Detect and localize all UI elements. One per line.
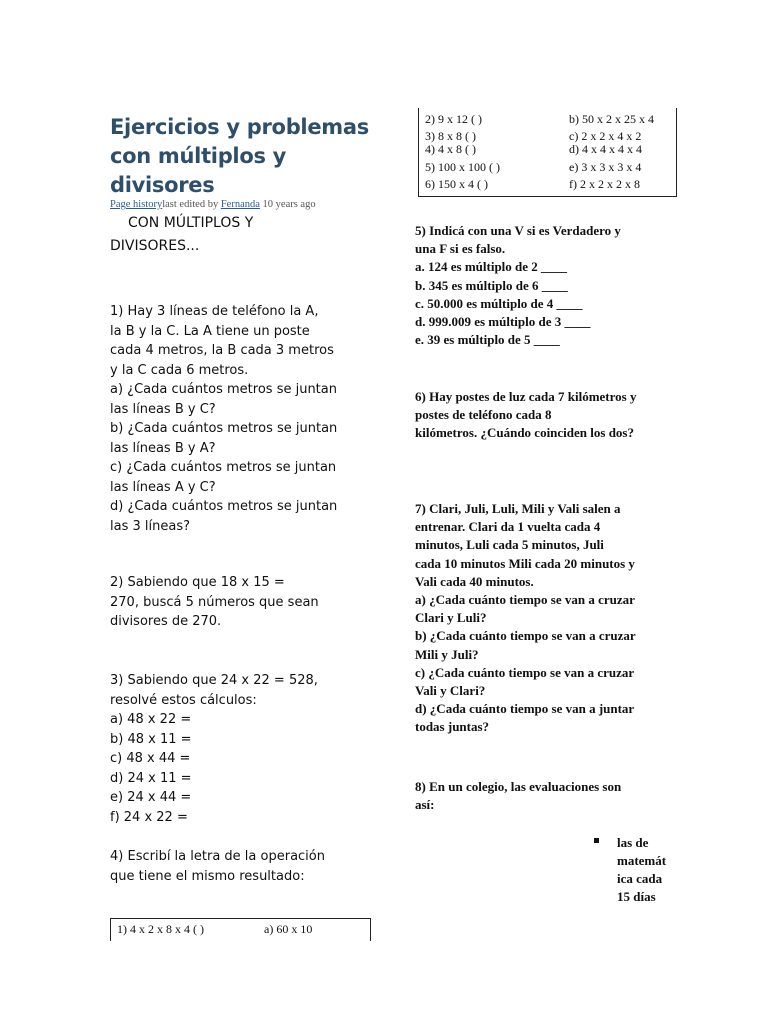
text-line: la B y la C. La A tiene un poste <box>110 323 310 339</box>
problem-5 <box>415 222 677 349</box>
text-line: c) ¿Cada cuántos metros se juntan <box>110 460 337 475</box>
text-line: c) ¿Cada cuánto tiempo se van a cruzar <box>415 664 635 680</box>
text-line: minutos, Luli cada 5 minutos, Juli <box>415 537 604 553</box>
subtitle <box>128 212 390 234</box>
text-line: entrenar. Clari da 1 vuelta cada 4 <box>415 519 601 535</box>
author-link[interactable]: Fernanda <box>220 199 260 210</box>
text-line: 8) En un colegio, las evaluaciones son <box>415 779 622 794</box>
problem-2 <box>110 573 372 632</box>
text-line: e. 39 es múltiplo de 5 ____ <box>415 332 560 348</box>
edited-label: last edited by <box>162 199 221 210</box>
text-line: 1) Hay 3 líneas de teléfono la A, <box>110 304 319 319</box>
text-line: 2) Sabiendo que 18 x 15 = <box>110 575 285 590</box>
text-line: Mili y Juli? <box>415 646 479 662</box>
text-line: las de <box>617 835 649 850</box>
edited-ago: 10 years ago <box>259 199 316 210</box>
table-row <box>419 141 676 157</box>
table-cell: 5) 100 x 100 ( ) <box>425 160 500 174</box>
text-line: a) ¿Cada cuánto tiempo se van a cruzar <box>415 592 635 608</box>
table-row <box>419 176 676 193</box>
text-line: las 3 líneas? <box>110 518 190 534</box>
table-cell: 3) 8 x 8 ( ) <box>425 129 476 143</box>
table-cell: 2) 9 x 12 ( ) <box>425 112 482 126</box>
text-line: ica cada <box>617 871 663 886</box>
text-line: cada 4 metros, la B cada 3 metros <box>110 343 334 358</box>
text-line: d. 999.009 es múltiplo de 3 ____ <box>415 314 591 330</box>
table-cell: 6) 150 x 4 ( ) <box>425 177 488 191</box>
text-line: c) 48 x 44 = <box>110 751 191 766</box>
text-line: a) 48 x 22 = <box>110 712 192 727</box>
text-line: 6) Hay postes de luz cada 7 kilómetros y <box>415 389 637 404</box>
text-line: divisores de 270. <box>110 614 222 629</box>
text-line: 5) Indicá con una V si es Verdadero y <box>415 223 621 238</box>
table-cell: f) 2 x 2 x 2 x 8 <box>569 177 640 191</box>
title-line: divisores <box>110 173 215 197</box>
text-line: 15 días <box>617 889 656 904</box>
bullet-icon <box>594 838 599 843</box>
problem-6 <box>415 388 677 443</box>
page-history-link[interactable]: Page history <box>110 199 163 210</box>
problem-1 <box>110 302 372 536</box>
table-row <box>419 111 676 128</box>
problem-4 <box>110 847 372 886</box>
text-line: c. 50.000 es múltiplo de 4 ____ <box>415 295 583 311</box>
text-line: b) ¿Cada cuánto tiempo se van a cruzar <box>415 628 636 644</box>
table-cell: c) 2 x 2 x 4 x 2 <box>569 129 642 143</box>
subtitle <box>110 235 372 257</box>
text-line: así: <box>415 797 435 813</box>
problem-7 <box>415 500 677 737</box>
problem-3 <box>110 671 372 827</box>
match-table-start <box>110 918 371 941</box>
text-line: 3) Sabiendo que 24 x 22 = 528, <box>110 673 318 688</box>
match-table-continued <box>418 108 677 197</box>
text-line: 4) Escribí la letra de la operación <box>110 849 325 864</box>
text-line: las líneas B y C? <box>110 401 216 417</box>
text-line: y la C cada 6 metros. <box>110 362 249 378</box>
text-line: e) 24 x 44 = <box>110 790 192 805</box>
text-line: d) 24 x 11 = <box>110 770 192 786</box>
text-line: b) ¿Cada cuántos metros se juntan <box>110 421 338 436</box>
title-line: Ejercicios y problemas <box>110 115 369 139</box>
subtitle-line: CON MÚLTIPLOS Y <box>128 215 254 231</box>
text-line: 7) Clari, Juli, Luli, Mili y Vali salen a <box>415 501 621 516</box>
text-line: d) ¿Cada cuántos metros se juntan <box>110 499 338 514</box>
text-line: cada 10 minutos Mili cada 20 minutos y <box>415 555 635 571</box>
text-line: 270, buscá 5 números que sean <box>110 594 319 610</box>
text-line: Vali y Clari? <box>415 683 486 699</box>
table-cell: b) 50 x 2 x 25 x 4 <box>569 112 654 126</box>
text-line: todas juntas? <box>415 719 490 735</box>
text-line: postes de teléfono cada 8 <box>415 407 552 423</box>
table-cell: a) 60 x 10 <box>264 922 313 936</box>
text-line: que tiene el mismo resultado: <box>110 868 305 884</box>
table-cell: e) 3 x 3 x 3 x 4 <box>569 160 642 174</box>
text-line: b) 48 x 11 = <box>110 731 192 747</box>
text-line: matemát <box>617 853 667 868</box>
text-line: Clari y Luli? <box>415 610 487 626</box>
problem-8 <box>415 778 677 814</box>
text-line: las líneas B y A? <box>110 440 216 456</box>
page-title <box>110 113 372 200</box>
table-cell: 1) 4 x 2 x 8 x 4 ( ) <box>117 922 204 936</box>
text-line: f) 24 x 22 = <box>110 809 188 825</box>
table-cell: 4) 4 x 8 ( ) <box>425 142 476 156</box>
text-line: d) ¿Cada cuánto tiempo se van a juntar <box>415 701 635 717</box>
text-line: Vali cada 40 minutos. <box>415 573 534 589</box>
bullet-text <box>617 834 677 906</box>
title-line: con múltiplos y <box>110 144 287 168</box>
table-row <box>419 159 676 176</box>
text-line: b. 345 es múltiplo de 6 ____ <box>415 277 568 293</box>
table-row <box>111 921 370 938</box>
text-line: las líneas A y C? <box>110 479 216 495</box>
text-line: kilómetros. ¿Cuándo coinciden los dos? <box>415 425 634 441</box>
text-line: una F si es falso. <box>415 241 506 257</box>
text-line: resolvé estos cálculos: <box>110 692 257 708</box>
table-cell: d) 4 x 4 x 4 x 4 <box>569 142 642 156</box>
page-meta <box>110 199 372 210</box>
text-line: a. 124 es múltiplo de 2 ____ <box>415 259 568 275</box>
subtitle-line: DIVISORES... <box>110 238 200 254</box>
text-line: a) ¿Cada cuántos metros se juntan <box>110 382 337 397</box>
